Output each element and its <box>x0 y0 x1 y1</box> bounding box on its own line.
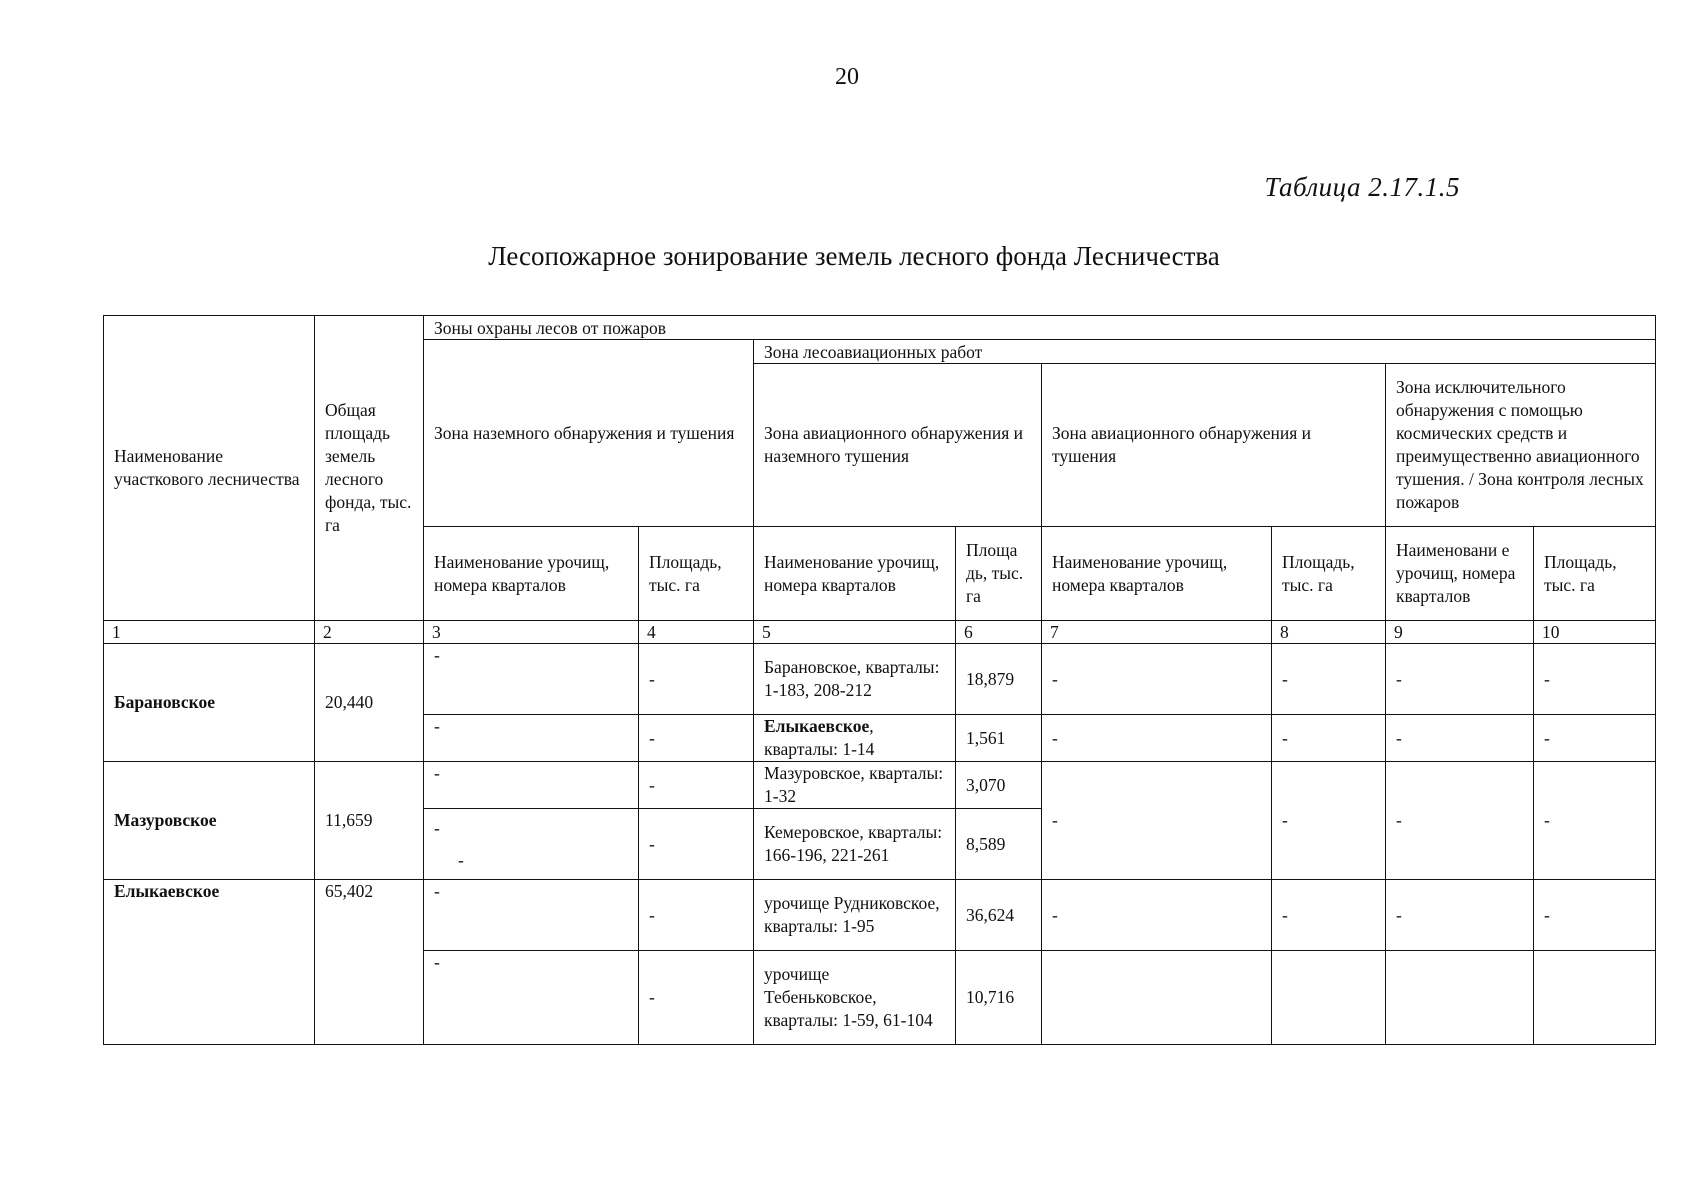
cell-aviation-names <box>1042 951 1272 1045</box>
cell-ground-area: - <box>639 880 754 951</box>
district-name: Барановское <box>104 644 315 762</box>
subheader-names-2: Наименование урочищ, номера кварталов <box>754 527 956 621</box>
subheader-names-1: Наименование урочищ, номера кварталов <box>424 527 639 621</box>
header-district-name: Наименование участкового лесничества <box>104 316 315 621</box>
header-zone-space: Зона исключительного обнаружения с помощью космических средств и преимущественно авиационного тушения. / Зона контроля лесных пожаров <box>1386 364 1656 527</box>
cell-aviation-ground-names: Кемеровское, кварталы: 166-196, 221-261 <box>754 809 956 880</box>
cell-ground-names: - <box>424 762 639 809</box>
cell-aviation-area <box>1272 951 1386 1045</box>
column-number: 10 <box>1534 621 1656 644</box>
cell-aviation-names: - <box>1042 762 1272 880</box>
table-label: Таблица 2.17.1.5 <box>1264 172 1460 202</box>
cell-aviation-ground-area: 10,716 <box>956 951 1042 1045</box>
cell-space-names: - <box>1386 715 1534 762</box>
header-zone-aviation: Зона авиационного обнаружения и тушения <box>1042 364 1386 527</box>
cell-aviation-ground-area: 3,070 <box>956 762 1042 809</box>
district-area: 20,440 <box>315 644 424 762</box>
cell-ground-names: - <box>424 715 639 762</box>
column-number: 8 <box>1272 621 1386 644</box>
page-number: 20 <box>835 64 859 90</box>
header-zones-protection: Зоны охраны лесов от пожаров <box>424 316 1656 340</box>
cell-aviation-names: - <box>1042 715 1272 762</box>
document-title: Лесопожарное зонирование земель лесного фонда Лесничества <box>488 241 1220 271</box>
district-name: Мазуровское <box>104 762 315 880</box>
cell-aviation-ground-names: урочище Рудниковское, кварталы: 1-95 <box>754 880 956 951</box>
cell-aviation-area: - <box>1272 880 1386 951</box>
cell-space-area: - <box>1534 715 1656 762</box>
cell-space-area <box>1534 951 1656 1045</box>
column-number: 9 <box>1386 621 1534 644</box>
cell-space-names <box>1386 951 1534 1045</box>
district-area: 65,402 <box>315 880 424 1045</box>
cell-aviation-ground-names: Мазуровское, кварталы: 1-32 <box>754 762 956 809</box>
cell-space-names: - <box>1386 644 1534 715</box>
subheader-names-4: Наименовани е урочищ, номера кварталов <box>1386 527 1534 621</box>
cell-ground-names: - <box>424 880 639 951</box>
cell-aviation-ground-names: Елыкаевское, кварталы: 1-14 <box>754 715 956 762</box>
subheader-area-3: Площадь, тыс. га <box>1272 527 1386 621</box>
column-number: 2 <box>315 621 424 644</box>
cell-ground-area: - <box>639 762 754 809</box>
cell-ground-area: - <box>639 715 754 762</box>
cell-aviation-ground-names: Барановское, кварталы: 1-183, 208-212 <box>754 644 956 715</box>
header-zone-ground: Зона наземного обнаружения и тушения <box>424 340 754 527</box>
cell-aviation-ground-area: 18,879 <box>956 644 1042 715</box>
header-zone-aviation-ground: Зона авиационного обнаружения и наземного тушения <box>754 364 1042 527</box>
cell-ground-names: - <box>424 951 639 1045</box>
cell-ground-names <box>424 809 639 880</box>
cell-space-area: - <box>1534 644 1656 715</box>
cell-aviation-ground-area: 1,561 <box>956 715 1042 762</box>
cell-ground-names: - <box>424 644 639 715</box>
cell-space-names: - <box>1386 880 1534 951</box>
cell-aviation-ground-names: урочище Тебеньковское, кварталы: 1-59, 61-104 <box>754 951 956 1045</box>
cell-space-names: - <box>1386 762 1534 880</box>
dash-mark: - <box>458 850 464 870</box>
fire-zoning-table <box>103 315 1656 1045</box>
cell-ground-area: - <box>639 809 754 880</box>
cell-space-area: - <box>1534 880 1656 951</box>
subheader-area-4: Площадь, тыс. га <box>1534 527 1656 621</box>
cell-aviation-names: - <box>1042 644 1272 715</box>
column-number: 5 <box>754 621 956 644</box>
subheader-names-3: Наименование урочищ, номера кварталов <box>1042 527 1272 621</box>
cell-space-area: - <box>1534 762 1656 880</box>
cell-aviation-area: - <box>1272 762 1386 880</box>
cell-aviation-ground-area: 36,624 <box>956 880 1042 951</box>
cell-ground-area: - <box>639 644 754 715</box>
column-number: 7 <box>1042 621 1272 644</box>
cell-aviation-ground-area: 8,589 <box>956 809 1042 880</box>
column-number: 3 <box>424 621 639 644</box>
cell-aviation-area: - <box>1272 715 1386 762</box>
column-number: 6 <box>956 621 1042 644</box>
district-area: 11,659 <box>315 762 424 880</box>
cell-aviation-area: - <box>1272 644 1386 715</box>
subheader-area-2: Площа дь, тыс. га <box>956 527 1042 621</box>
cell-aviation-names: - <box>1042 880 1272 951</box>
dash-mark: - <box>434 818 440 838</box>
column-number: 4 <box>639 621 754 644</box>
header-total-area: Общая площадь земель лесного фонда, тыс. га <box>315 316 424 621</box>
district-name: Елыкаевское <box>104 880 315 1045</box>
cell-ground-area: - <box>639 951 754 1045</box>
column-number: 1 <box>104 621 315 644</box>
header-zone-aviation-works: Зона лесоавиационных работ <box>754 340 1656 364</box>
subheader-area-1: Площадь, тыс. га <box>639 527 754 621</box>
